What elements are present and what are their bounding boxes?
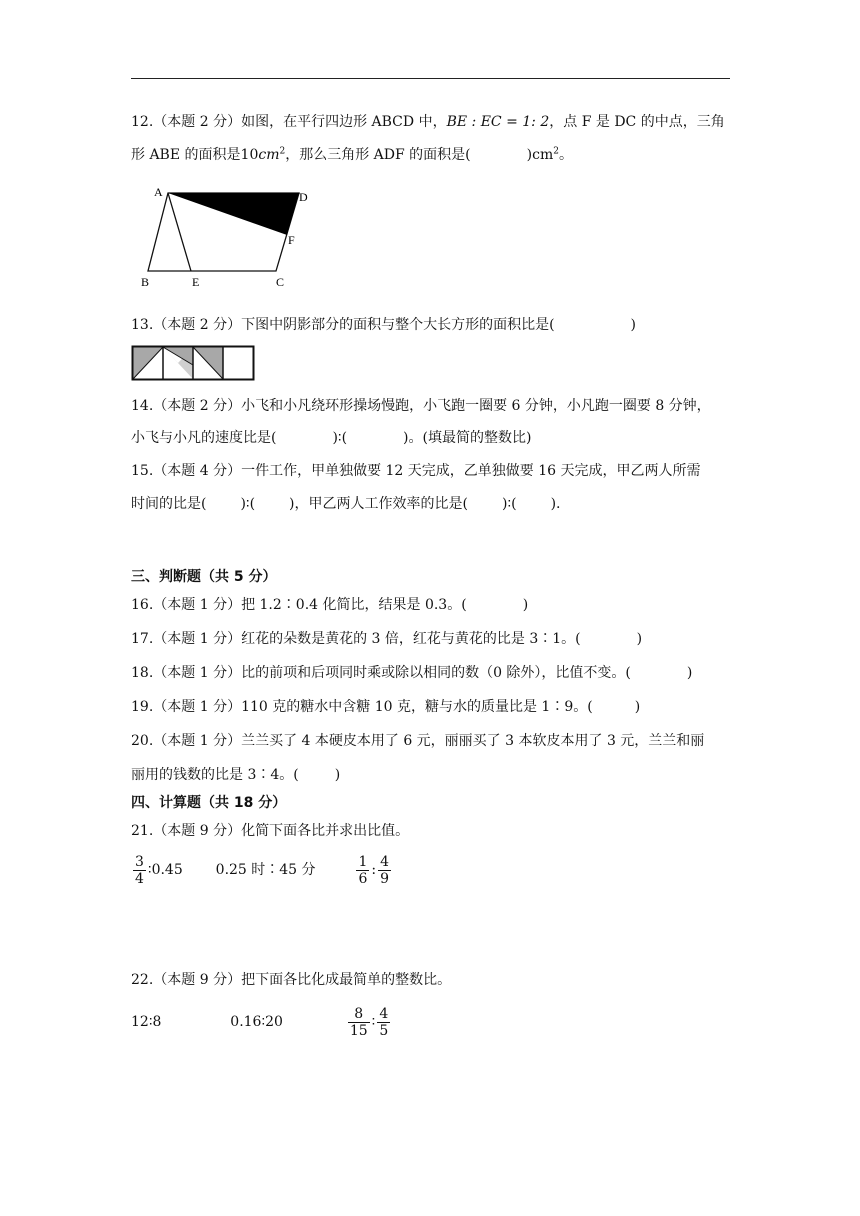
q20-close: ) [334, 767, 341, 783]
q20-text: 丽用的钱数的比是 3∶4。( [131, 767, 299, 783]
q22-item3-fraction-2 [377, 1006, 390, 1039]
q18-text: 18.（本题 1 分）比的前项和后项同时乘或除以相同的数（0 除外），比值不变。( [131, 665, 631, 681]
q15-sep-2: )∶( [501, 496, 517, 512]
q12-period: 。 [558, 147, 573, 163]
label-e: E [192, 275, 200, 289]
q18-line [131, 663, 692, 683]
q21-item3-sep: : [371, 862, 377, 878]
q22-item3-fraction-1 [348, 1006, 370, 1039]
q15-close: ). [550, 496, 561, 512]
q21-item3-n1: 1 [358, 853, 368, 870]
q12-text-line2b: ，那么三角形 ADF 的面积是( [285, 147, 471, 163]
label-b: B [141, 275, 150, 289]
q14-line2 [131, 428, 531, 448]
q22-item2: 0.16∶20 [230, 1014, 283, 1030]
q15-text-2: )，甲乙两人工作效率的比是( [289, 496, 468, 512]
parallelogram-figure [136, 184, 316, 292]
rectangle-figure [131, 345, 257, 383]
q22-item3-n1: 8 [348, 1006, 370, 1023]
q17-line [131, 629, 642, 649]
q21-items [131, 852, 393, 888]
q13-line [131, 315, 636, 335]
q21-line: 21.（本题 9 分）化简下面各比并求出比值。 [131, 823, 410, 839]
q12-ratio: BE : EC = 1: 2 [446, 114, 550, 130]
label-f: F [288, 233, 295, 247]
q14-note: )。(填最简的整数比) [403, 430, 532, 446]
q14-line1: 14.（本题 2 分）小飞和小凡绕环形操场慢跑，小飞跑一圈要 6 分钟，小凡跑一圈要 8 分钟， [131, 398, 711, 414]
q13-close: ) [630, 317, 637, 333]
q12-text-line2: 形 ABE 的面积是 [131, 147, 241, 163]
q16-close: ) [522, 597, 529, 613]
header-rule [131, 78, 730, 79]
q21-item1-fraction [133, 854, 146, 887]
q15-text: 时间的比是( [131, 496, 207, 512]
section-4-title: 四、计算题（共 18 分） [131, 795, 287, 811]
q16-text: 16.（本题 1 分）把 1.2∶0.4 化简比，结果是 0.3。( [131, 597, 467, 613]
q15-sep-1: )∶( [240, 496, 256, 512]
q14-sep: )∶( [332, 430, 348, 446]
q22-item1: 12∶8 [131, 1014, 162, 1030]
label-c: C [276, 275, 285, 289]
q18-close: ) [686, 665, 693, 681]
shaded-triangle-adf [168, 193, 299, 235]
q22-items [131, 1004, 392, 1040]
q20-line1: 20.（本题 1 分）兰兰买了 4 本硬皮本用了 6 元，丽丽买了 3 本软皮本用了 3 元，兰兰和丽 [131, 733, 705, 749]
q21-item3-d1: 6 [358, 870, 368, 887]
q15-line2 [131, 494, 560, 514]
label-d: D [299, 190, 308, 204]
q16-line [131, 595, 528, 615]
q21-item1-den: 4 [135, 870, 144, 887]
q12-text: 12.（本题 2 分）如图，在平行四边形 ABCD 中， [131, 114, 447, 130]
segment-ae [168, 193, 191, 271]
q21-item3-n2: 4 [380, 853, 390, 870]
q19-line [131, 697, 640, 717]
q12-line1 [131, 112, 725, 132]
q21-item2: 0.25 时∶45 分 [215, 862, 316, 878]
q17-text: 17.（本题 1 分）红花的朵数是黄花的 3 倍，红花与黄花的比是 3∶1。( [131, 631, 581, 647]
q22-item3-d2: 5 [379, 1022, 389, 1039]
q15-line1: 15.（本题 4 分）一件工作，甲单独做要 12 天完成，乙单独做要 16 天完成，甲乙两人所需 [131, 463, 701, 479]
q20-line2 [131, 765, 340, 785]
q21-item1-rest: ∶0.45 [147, 862, 183, 878]
q21-item1-num: 3 [135, 853, 144, 870]
q12-unit: )cm [526, 147, 554, 163]
q22-item3-sep: ∶ [371, 1014, 376, 1030]
q19-text: 19.（本题 1 分）110 克的糖水中含糖 10 克，糖与水的质量比是 1∶9。( [131, 699, 593, 715]
q22-line: 22.（本题 9 分）把下面各比化成最简单的整数比。 [131, 972, 452, 988]
q12-area-exp: 2 [279, 146, 286, 157]
q21-item3-fraction-2 [378, 854, 391, 887]
q12-area-unit: cm [258, 147, 280, 163]
section-3-title: 三、判断题（共 5 分） [131, 569, 277, 585]
q12-area-value: 10 [240, 147, 259, 163]
q13-text: 13.（本题 2 分）下图中阴影部分的面积与整个大长方形的面积比是( [131, 317, 555, 333]
q12-unit-exp: 2 [553, 146, 559, 157]
q14-text: 小飞与小凡的速度比是( [131, 430, 277, 446]
q12-line2 [131, 145, 573, 165]
q22-item3-d1: 15 [349, 1022, 368, 1039]
q17-close: ) [636, 631, 643, 647]
q19-close: ) [634, 699, 641, 715]
q12-text-cont: ，点 F 是 DC 的中点，三角 [549, 114, 725, 130]
q21-item3-fraction-1 [356, 854, 369, 887]
white-part-5 [223, 347, 253, 379]
q22-item3-n2: 4 [379, 1005, 389, 1022]
q21-item3-d2: 9 [380, 870, 390, 887]
label-a: A [154, 185, 163, 199]
